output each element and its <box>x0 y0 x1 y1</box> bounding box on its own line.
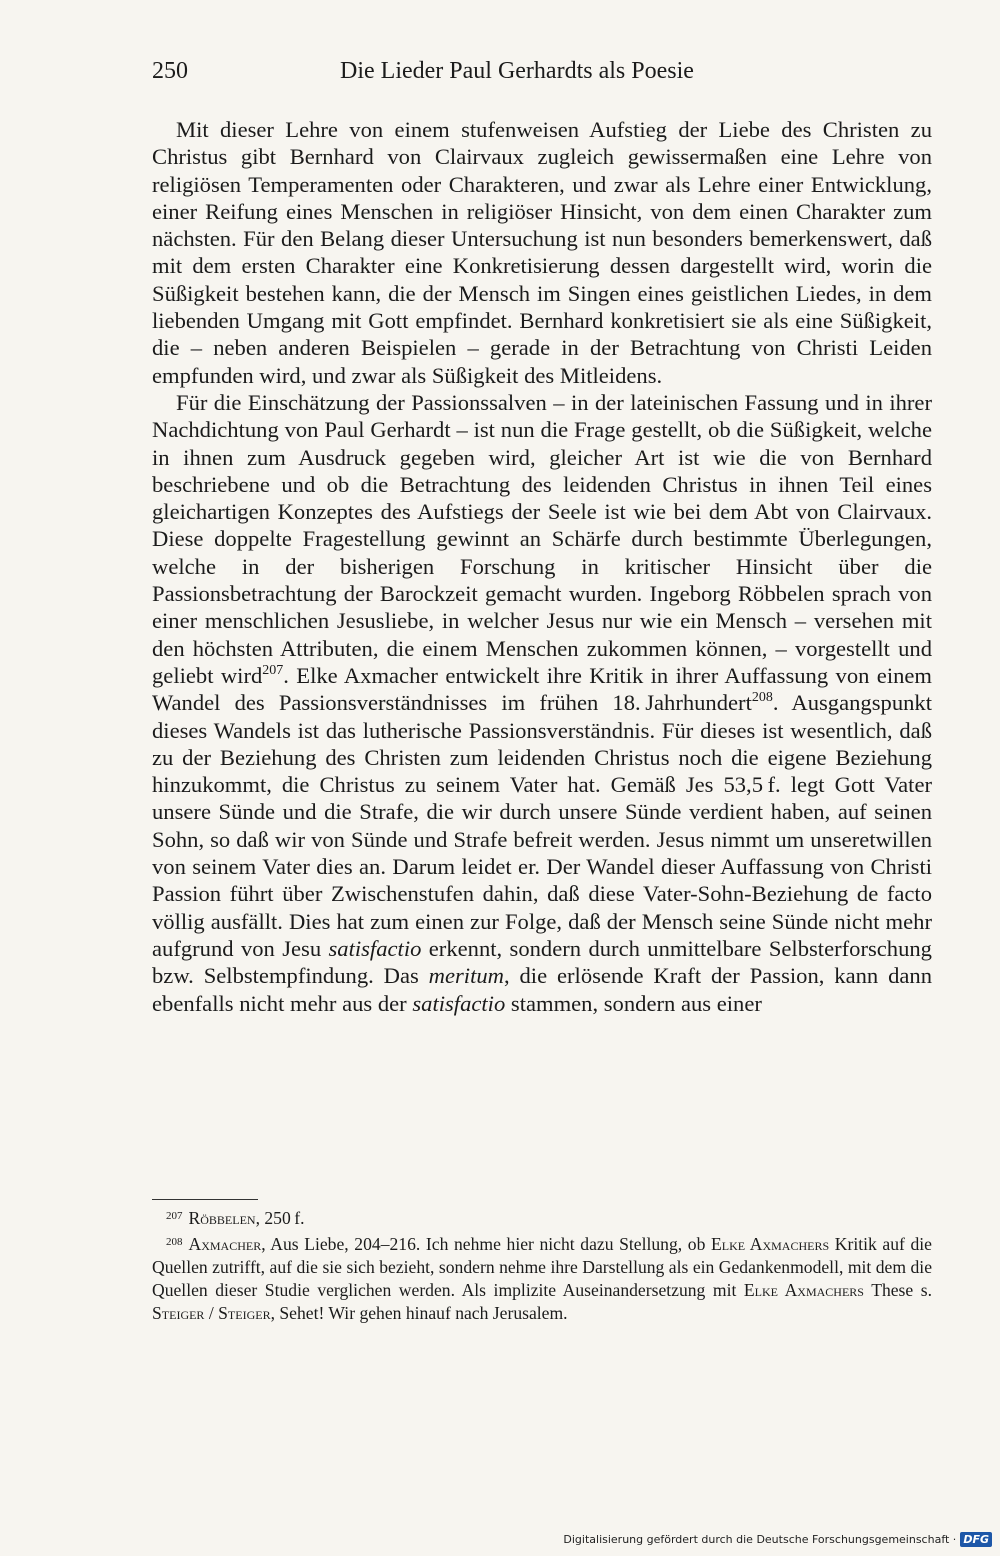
paragraph-2 <box>152 389 932 1017</box>
footnote-number: 208 <box>166 1236 183 1248</box>
footnotes <box>152 1207 932 1328</box>
footnote-author: Elke Axmachers <box>711 1234 830 1254</box>
footnote-author: Elke Axmachers <box>743 1280 864 1300</box>
paragraph-2-text-b: . Elke Axmacher entwickelt ihre Kritik in ihrer Auffassung von einem Wandel des Passionsverständnisses im frühen 18. Jahrhundert <box>152 662 932 716</box>
paragraph-2-text-e: , die erlösende Kraft der Passion, kann dann ebenfalls nicht mehr aus der <box>152 963 932 1016</box>
footnote-ref-207: 207 <box>262 662 284 678</box>
footnote-208 <box>152 1233 932 1325</box>
banner-text: Digitalisierung gefördert durch die Deutsche Forschungsgemeinschaft · <box>563 1532 957 1546</box>
paragraph-2-text-f: stammen, sondern aus einer <box>505 990 762 1016</box>
footnote-text: , Aus Liebe, 204–216. Ich nehme hier nicht dazu Stellung, ob <box>261 1234 712 1254</box>
footnote-text: Kritik auf die Quellen zutrifft, auf die sie sich bezieht, sondern nehme ihre Darstellung als ein Gedankenmodell, mit dem die Quellen dieser Studie verglichen werden. Als implizite Auseinandersetzung mit <box>152 1234 932 1300</box>
footnote-text: These s. <box>863 1280 933 1300</box>
footnote-divider <box>152 1199 258 1200</box>
italic-term: satisfactio <box>412 990 506 1016</box>
dfg-logo-icon: DFG <box>960 1532 992 1547</box>
paragraph-2-text-a: Für die Einschätzung der Passionssalven – in der lateinischen Fassung und in ihrer Nachdichtung von Paul Gerhardt – ist nun die Frage gestellt, ob die Süßigkeit, welche in ihnen zum Ausdruck gegeben wird, gleicher Art ist wie die von Bernhard beschriebene und ob die Betrachtung des leidenden Christus in ihnen Teil eines gleichartigen Konzeptes des Aufstiegs der Seele ist wie bei dem Abt von Clairvaux. Diese doppelte Fragestellung gewinnt an Schärfe durch bestimmte Überlegungen, welche in der bisherigen Forschung in kritischer Hinsicht über die Passionsbetrachtung der Barockzeit gemacht wurden. Ingeborg Röbbelen sprach von einer menschlichen Jesusliebe, in welcher Jesus nur wie ein Mensch – versehen mit den höchsten Attributen, die einem Menschen zukommen können, – vorgestellt und geliebt wird <box>152 389 932 688</box>
footnote-author: Axmacher <box>188 1234 262 1254</box>
footnote-text: , 250 f. <box>255 1208 305 1228</box>
footnote-text: , Sehet! Wir gehen hinauf nach Jerusalem. <box>270 1303 568 1323</box>
footnote-ref-208: 208 <box>751 690 773 706</box>
digitization-banner <box>563 1530 992 1548</box>
body-text <box>152 116 932 1017</box>
page-number: 250 <box>152 58 188 84</box>
paragraph-2-text-c: . Ausgangspunkt dieses Wandels ist das lutherische Passionsverständnis. Für dieses ist wesentlich, daß zu der Beziehung des Christen zum leidenden Christus noch die eigene Beziehung hinzukommt, die Christus zu seinem Vater hat. Gemäß Jes 53,5 f. legt Gott Vater unsere Sünde und die Strafe, die wir durch unsere Sünde verdient haben, auf seinen Sohn, so daß wir von Sünde und Strafe befreit werden. Jesus nimmt um unseretwillen von seinem Vater dies an. Darum leidet er. Der Wandel dieser Auffassung von Christi Passion führt über Zwischenstufen dahin, daß diese Vater-Sohn-Beziehung de facto völlig ausfällt. Dies hat zum einen zur Folge, daß der Mensch seine Sünde nicht mehr aufgrund von Jesu <box>152 690 932 961</box>
footnote-author: Röbbelen <box>188 1208 256 1228</box>
footnote-author: Steiger / Steiger <box>152 1303 271 1323</box>
footnote-number: 207 <box>166 1210 183 1222</box>
paragraph-2-text-d: erkennt, sondern durch unmittelbare Selbsterforschung bzw. Selbstempfindung. Das <box>152 935 932 989</box>
running-title: Die Lieder Paul Gerhardts als Poesie <box>340 58 694 84</box>
paragraph-1: Mit dieser Lehre von einem stufenweisen Aufstieg der Liebe des Christen zu Christus gibt Bernhard von Clairvaux zugleich gewissermaßen eine Lehre von religiösen Temperamenten oder Charakteren, und zwar als Lehre einer Entwicklung, einer Reifung eines Menschen in religiöser Hinsicht, von dem einen Charakter zum nächsten. Für den Belang dieser Untersuchung ist nun besonders bemerkenswert, daß mit dem ersten Charakter eine Konkretisierung dessen dargestellt wird, worin die Süßigkeit bestehen kann, die der Mensch im Singen eines geistlichen Liedes, in dem liebenden Umgang mit Gott empfindet. Bernhard konkretisiert sie als eine Süßigkeit, die – neben anderen Beispielen – gerade in der Betrachtung von Christi Leiden empfunden wird, und zwar als Süßigkeit des Mitleidens. <box>152 117 932 388</box>
page-header <box>152 58 932 92</box>
italic-term: satisfactio <box>328 935 422 961</box>
italic-term: meritum <box>428 963 504 989</box>
footnote-207 <box>152 1207 932 1230</box>
